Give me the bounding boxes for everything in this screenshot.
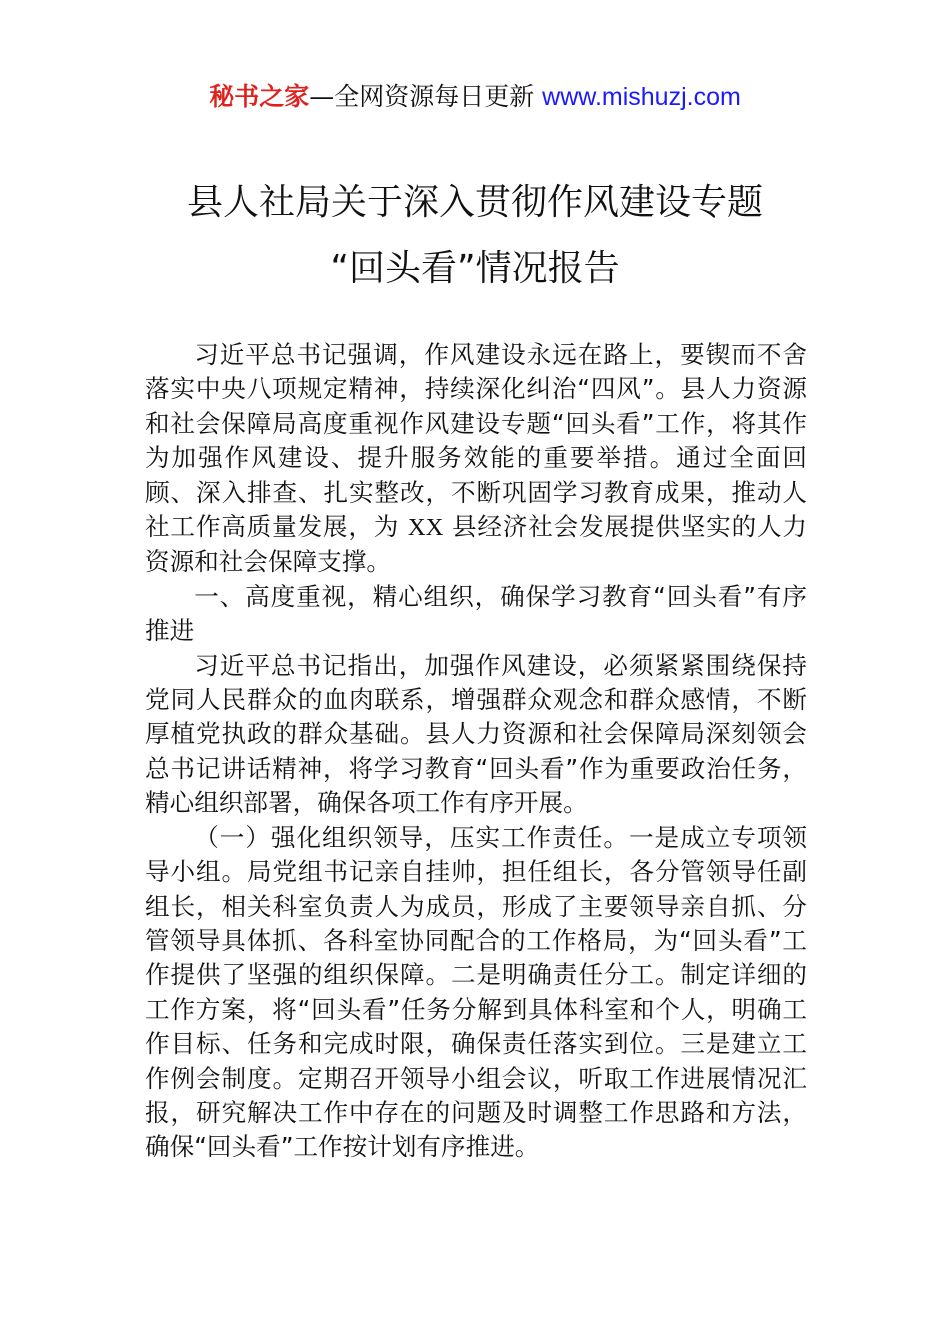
paragraph-section-1: 习近平总书记指出，加强作风建设，必须紧紧围绕保持党同人民群众的血肉联系，增强群众观念和群众感情，不断厚植党执政的群众基础。县人力资源和社会保障局深刻领会总书记讲话精神，将学习教育“回头看”作为重要政治任务，精心组织部署，确保各项工作有序开展。 [145, 650, 807, 818]
county-placeholder: XX [407, 514, 444, 542]
paragraph-intro-part2: 县经济社会发展提供坚实的人力资源和社会保障支撑。 [145, 512, 807, 577]
section-heading-1: 一、高度重视，精心组织，确保学习教育“回头看”有序推进 [145, 581, 807, 646]
site-url[interactable]: www.mishuzj.com [542, 83, 741, 111]
site-brand: 秘书之家 [209, 82, 310, 111]
document-body [145, 338, 807, 1165]
site-header [0, 80, 950, 114]
document-title-line-1: 县人社局关于深入贯彻作风建设专题 [186, 182, 763, 223]
document-title-line-2: “回头看”情况报告 [330, 248, 620, 289]
site-tagline: —全网资源每日更新 [309, 82, 543, 111]
paragraph-intro-part1: 习近平总书记强调，作风建设永远在路上，要锲而不舍落实中央八项规定精神，持续深化纠治“四风”。县人力资源和社会保障局高度重视作风建设专题“回头看”工作，将其作为加强作风建设、提升服务效能的重要举措。通过全面回顾、深入排查、扎实整改，不断巩固学习教育成果，推动人社工作高质量发展，为 [145, 340, 807, 542]
paragraph-subsection-1: （一）强化组织领导，压实工作责任。一是成立专项领导小组。局党组书记亲自挂帅，担任组长，各分管领导任副组长，相关科室负责人为成员，形成了主要领导亲自抓、分管领导具体抓、各科室协同配合的工作格局，为“回头看”工作提供了坚强的组织保障。二是明确责任分工。制定详细的工作方案，将“回头看”任务分解到具体科室和个人，明确工作目标、任务和完成时限，确保责任落实到位。三是建立工作例会制度。定期召开领导小组会议，听取工作进展情况汇报，研究解决工作中存在的问题及时调整工作思路和方法，确保“回头看”工作按计划有序推进。 [145, 822, 807, 1162]
paragraph-intro [145, 338, 807, 580]
